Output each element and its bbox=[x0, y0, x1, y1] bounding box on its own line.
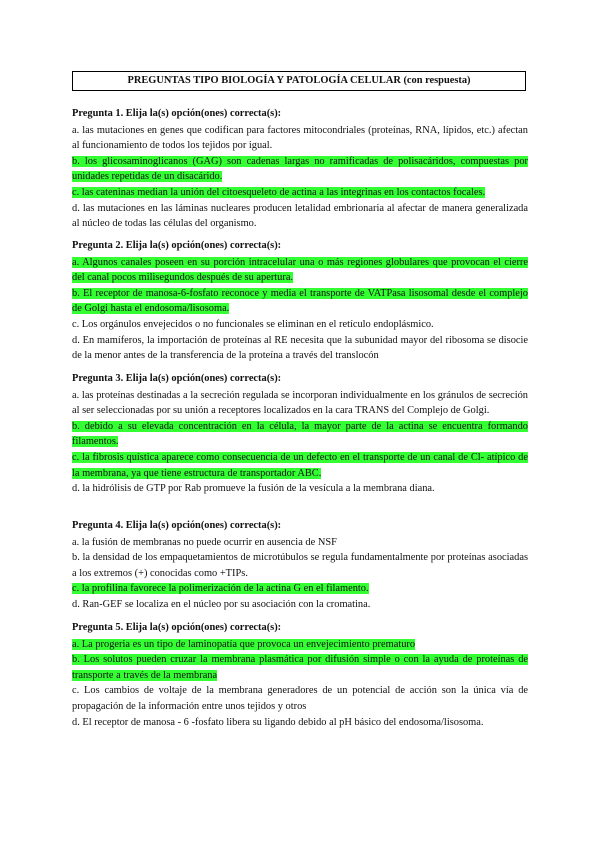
option-a: a. las mutaciones en genes que codifican para factores mitocondriales (proteínas, RNA, lípidos, etc.) afectan al funcionamiento de todos los tejidos por igual. bbox=[72, 124, 528, 152]
option-c: c. Los orgánulos envejecidos o no funcionales se eliminan en el retículo endoplásmico. bbox=[72, 318, 434, 330]
option-b: b. los glicosaminoglicanos (GAG) son cadenas largas no ramificadas de polisacáridos, compuestas por unidades repetidas de un disacárido. bbox=[72, 155, 528, 183]
question-2 bbox=[72, 238, 528, 364]
option-c: c. la profilina favorece la polimerización de la actina G en el filamento. bbox=[72, 583, 369, 595]
option-c: c. Los cambios de voltaje de la membrana generadores de un potencial de acción son la única vía de propagación de la información entre unos tejidos y otros bbox=[72, 685, 528, 712]
option-d: d. Ran-GEF se localiza en el núcleo por su asociación con la cromatina. bbox=[72, 598, 371, 610]
question-heading: Pregunta 5. Elija la(s) opción(ones) correcta(s): bbox=[72, 622, 282, 633]
option-d: d. El receptor de manosa - 6 -fosfato libera su ligando debido al pH básico del endosoma/lisosoma. bbox=[72, 716, 484, 728]
option-d: d. la hidrólisis de GTP por Rab promueve la fusión de la vesícula a la membrana diana. bbox=[72, 483, 435, 495]
question-3 bbox=[72, 371, 528, 497]
option-a: a. las proteínas destinadas a la secreción regulada se incorporan individualmente en los gránulos de secreción al ser seleccionadas por su unión a receptores localizados en la cara TRANS del Complejo de Golgi. bbox=[72, 389, 528, 417]
option-a: a. la fusión de membranas no puede ocurrir en ausencia de NSF bbox=[72, 536, 337, 548]
option-b: b. Los solutos pueden cruzar la membrana plasmática por difusión simple o con la ayuda de proteínas de transporte a través de la membrana bbox=[72, 654, 528, 681]
question-heading: Pregunta 1. Elija la(s) opción(ones) correcta(s): bbox=[72, 108, 282, 119]
option-d: d. En mamíferos, la importación de proteínas al RE necesita que la subunidad mayor del ribosoma se disocie de la menor antes de la transferencia de la proteína a través del translocón bbox=[72, 334, 528, 362]
option-c: c. las cateninas median la unión del citoesqueleto de actina a las integrinas en los contactos focales. bbox=[72, 186, 486, 198]
option-d: d. las mutaciones en las láminas nucleares producen letalidad embrionaria al afectar de manera generalizada al núcleo de todas las células del organismo. bbox=[72, 202, 528, 230]
document-title: PREGUNTAS TIPO BIOLOGÍA Y PATOLOGÍA CELULAR (con respuesta) bbox=[72, 71, 526, 91]
option-b: b. la densidad de los empaquetamientos de microtúbulos se regula fundamentalmente por proteínas asociadas a los extremos (+) conocidas como +TIPs. bbox=[72, 552, 528, 579]
question-5 bbox=[72, 620, 528, 730]
question-heading: Pregunta 4. Elija la(s) opción(ones) correcta(s): bbox=[72, 520, 282, 531]
option-a: a. La progeria es un tipo de laminopatía que provoca un envejecimiento prematuro bbox=[72, 638, 416, 650]
option-a: a. Algunos canales poseen en su porción intracelular una o más regiones globulares que provocan el cierre del canal pocos milisegundos después de su apertura. bbox=[72, 256, 528, 284]
question-1 bbox=[72, 106, 528, 232]
option-c: c. la fibrosis quística aparece como consecuencia de un defecto en el transporte de un canal de Cl- atípico de la membrana, ya que tiene estructura de transportador ABC. bbox=[72, 451, 528, 479]
question-heading: Pregunta 2. Elija la(s) opción(ones) correcta(s): bbox=[72, 240, 282, 251]
question-4 bbox=[72, 518, 528, 613]
question-heading: Pregunta 3. Elija la(s) opción(ones) correcta(s): bbox=[72, 373, 282, 384]
option-b: b. debido a su elevada concentración en la célula, la mayor parte de la actina se encuentra formando filamentos. bbox=[72, 420, 528, 448]
option-b: b. El receptor de manosa-6-fosfato reconoce y media el transporte de VATPasa lisosomal desde el complejo de Golgi hasta el endosoma/lisosoma. bbox=[72, 287, 528, 315]
